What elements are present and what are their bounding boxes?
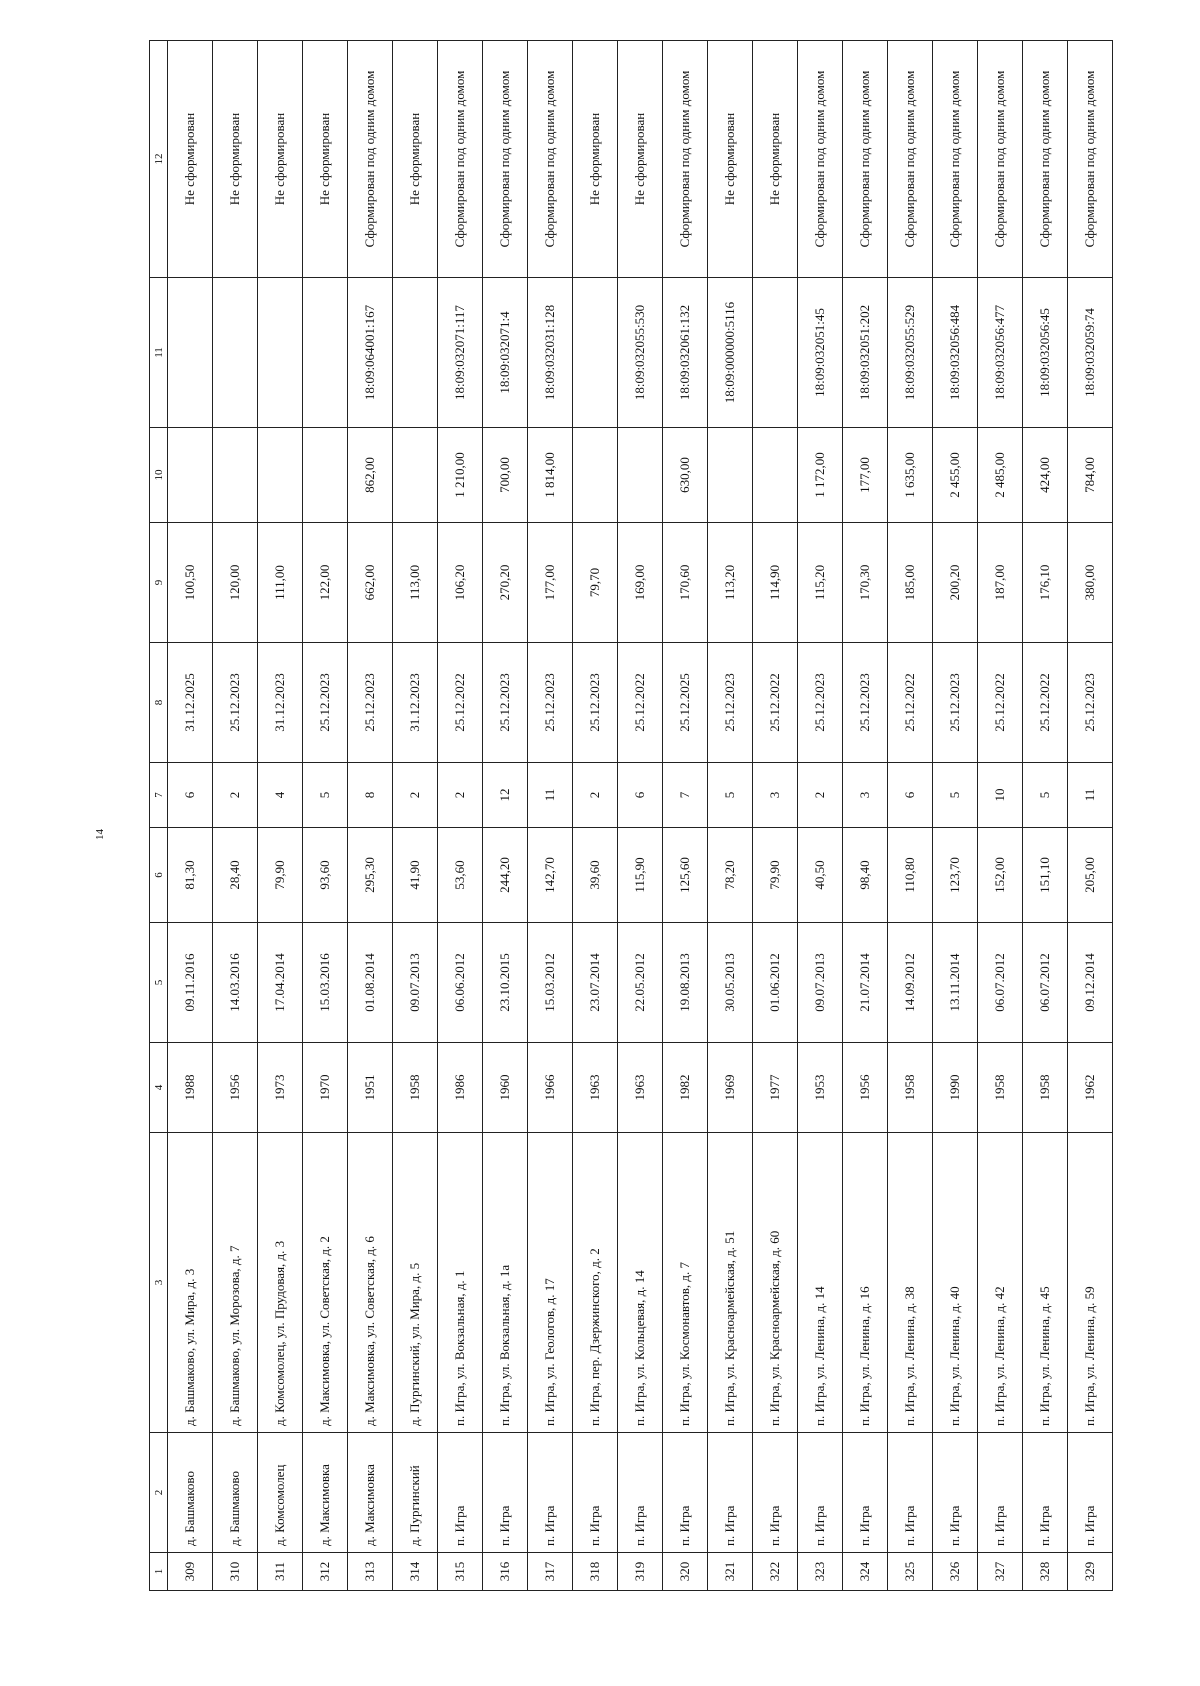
cell-col-7: 5: [303, 763, 348, 828]
cell-col-10: [303, 428, 348, 523]
cell-col-9: 169,00: [618, 523, 663, 643]
cell-col-8: 25.12.2023: [528, 643, 573, 763]
cell-col-9: 170,60: [663, 523, 708, 643]
cell-col-8: 25.12.2023: [213, 643, 258, 763]
cell-col-6: 81,30: [168, 828, 213, 923]
cell-col-4: 1958: [393, 1043, 438, 1133]
cell-col-2: д. Комсомолец: [258, 1433, 303, 1553]
cell-col-5: 01.08.2014: [348, 923, 393, 1043]
cell-col-2: п. Игра: [978, 1433, 1023, 1553]
cell-col-5: 09.12.2014: [1068, 923, 1113, 1043]
cell-col-4: 1969: [708, 1043, 753, 1133]
cell-col-3: д. Максимовка, ул. Советская, д. 2: [303, 1133, 348, 1433]
cell-col-5: 17.04.2014: [258, 923, 303, 1043]
cell-col-4: 1958: [1023, 1043, 1068, 1133]
table-row: [1023, 41, 1068, 1591]
cell-col-12: Сформирован под одним домом: [438, 41, 483, 278]
cell-col-7: 7: [663, 763, 708, 828]
cell-col-6: 152,00: [978, 828, 1023, 923]
table-body: [168, 41, 1113, 1591]
cell-col-4: 1986: [438, 1043, 483, 1133]
cell-col-4: 1962: [1068, 1043, 1113, 1133]
cell-col-10: [573, 428, 618, 523]
cell-col-3: п. Игра, ул. Красноармейская, д. 51: [708, 1133, 753, 1433]
cell-col-8: 25.12.2023: [573, 643, 618, 763]
cell-col-2: п. Игра: [573, 1433, 618, 1553]
cell-col-8: 25.12.2023: [1068, 643, 1113, 763]
cell-col-2: п. Игра: [888, 1433, 933, 1553]
cell-col-9: 114,90: [753, 523, 798, 643]
cell-col-11: 18:09:032055:529: [888, 278, 933, 428]
cell-col-6: 110,80: [888, 828, 933, 923]
cell-col-11: [258, 278, 303, 428]
cell-col-6: 40,50: [798, 828, 843, 923]
housing-register-table: [149, 40, 1113, 1591]
cell-col-3: п. Игра, ул. Космонавтов, д. 7: [663, 1133, 708, 1433]
table-row: [888, 41, 933, 1591]
cell-col-6: 41,90: [393, 828, 438, 923]
cell-col-5: 14.03.2016: [213, 923, 258, 1043]
cell-col-10: 784,00: [1068, 428, 1113, 523]
cell-col-7: 4: [258, 763, 303, 828]
cell-col-3: д. Комсомолец, ул. Прудовая, д. 3: [258, 1133, 303, 1433]
table-row: [213, 41, 258, 1591]
cell-col-5: 23.07.2014: [573, 923, 618, 1043]
cell-col-4: 1963: [573, 1043, 618, 1133]
cell-col-9: 113,20: [708, 523, 753, 643]
cell-col-8: 25.12.2023: [483, 643, 528, 763]
column-header-7: 7: [150, 763, 168, 828]
cell-col-8: 25.12.2022: [438, 643, 483, 763]
cell-col-1: 316: [483, 1553, 528, 1591]
cell-col-11: [303, 278, 348, 428]
cell-col-11: 18:09:032056:45: [1023, 278, 1068, 428]
cell-col-8: 25.12.2022: [1023, 643, 1068, 763]
cell-col-10: 1 210,00: [438, 428, 483, 523]
cell-col-4: 1951: [348, 1043, 393, 1133]
cell-col-12: Сформирован под одним домом: [888, 41, 933, 278]
table-row: [933, 41, 978, 1591]
cell-col-2: д. Максимовка: [303, 1433, 348, 1553]
cell-col-9: 200,20: [933, 523, 978, 643]
cell-col-9: 662,00: [348, 523, 393, 643]
cell-col-10: [393, 428, 438, 523]
cell-col-8: 25.12.2023: [798, 643, 843, 763]
cell-col-6: 125,60: [663, 828, 708, 923]
cell-col-1: 315: [438, 1553, 483, 1591]
cell-col-3: п. Игра, ул. Ленина, д. 42: [978, 1133, 1023, 1433]
cell-col-11: [393, 278, 438, 428]
cell-col-6: 295,30: [348, 828, 393, 923]
cell-col-11: [753, 278, 798, 428]
cell-col-12: Не сформирован: [618, 41, 663, 278]
cell-col-11: 18:09:064001:167: [348, 278, 393, 428]
cell-col-5: 06.06.2012: [438, 923, 483, 1043]
cell-col-3: д. Башмаково, ул. Мира, д. 3: [168, 1133, 213, 1433]
table-row: [573, 41, 618, 1591]
cell-col-5: 13.11.2014: [933, 923, 978, 1043]
cell-col-10: 2 485,00: [978, 428, 1023, 523]
cell-col-6: 244,20: [483, 828, 528, 923]
cell-col-8: 25.12.2022: [978, 643, 1023, 763]
cell-col-1: 326: [933, 1553, 978, 1591]
cell-col-10: 700,00: [483, 428, 528, 523]
cell-col-11: [573, 278, 618, 428]
cell-col-2: п. Игра: [708, 1433, 753, 1553]
cell-col-4: 1990: [933, 1043, 978, 1133]
column-header-4: 4: [150, 1043, 168, 1133]
cell-col-2: п. Игра: [663, 1433, 708, 1553]
cell-col-2: п. Игра: [618, 1433, 663, 1553]
cell-col-8: 31.12.2023: [393, 643, 438, 763]
cell-col-1: 320: [663, 1553, 708, 1591]
cell-col-8: 25.12.2023: [843, 643, 888, 763]
cell-col-8: 25.12.2022: [753, 643, 798, 763]
cell-col-9: 177,00: [528, 523, 573, 643]
cell-col-9: 111,00: [258, 523, 303, 643]
cell-col-11: 18:09:032056:477: [978, 278, 1023, 428]
cell-col-2: д. Пургинский: [393, 1433, 438, 1553]
cell-col-5: 06.07.2012: [978, 923, 1023, 1043]
cell-col-9: 115,20: [798, 523, 843, 643]
cell-col-5: 15.03.2016: [303, 923, 348, 1043]
cell-col-2: д. Башмаково: [168, 1433, 213, 1553]
cell-col-8: 25.12.2023: [303, 643, 348, 763]
cell-col-4: 1970: [303, 1043, 348, 1133]
cell-col-12: Сформирован под одним домом: [1023, 41, 1068, 278]
cell-col-2: п. Игра: [1068, 1433, 1113, 1553]
cell-col-3: п. Игра, пер. Дзержинского, д. 2: [573, 1133, 618, 1433]
cell-col-6: 123,70: [933, 828, 978, 923]
cell-col-3: п. Игра, ул. Ленина, д. 40: [933, 1133, 978, 1433]
cell-col-1: 311: [258, 1553, 303, 1591]
cell-col-3: п. Игра, ул. Ленина, д. 16: [843, 1133, 888, 1433]
cell-col-1: 317: [528, 1553, 573, 1591]
cell-col-6: 205,00: [1068, 828, 1113, 923]
column-header-10: 10: [150, 428, 168, 523]
cell-col-6: 142,70: [528, 828, 573, 923]
cell-col-4: 1953: [798, 1043, 843, 1133]
cell-col-5: 21.07.2014: [843, 923, 888, 1043]
cell-col-9: 176,10: [1023, 523, 1068, 643]
cell-col-7: 5: [933, 763, 978, 828]
cell-col-2: д. Башмаково: [213, 1433, 258, 1553]
table-row: [258, 41, 303, 1591]
table-row: [708, 41, 753, 1591]
cell-col-5: 09.07.2013: [393, 923, 438, 1043]
cell-col-7: 10: [978, 763, 1023, 828]
cell-col-7: 3: [843, 763, 888, 828]
cell-col-3: п. Игра, ул. Вокзальная, д. 1: [438, 1133, 483, 1433]
cell-col-1: 318: [573, 1553, 618, 1591]
cell-col-5: 30.05.2013: [708, 923, 753, 1043]
cell-col-3: п. Игра, ул. Кольцевая, д. 14: [618, 1133, 663, 1433]
cell-col-6: 79,90: [258, 828, 303, 923]
cell-col-4: 1963: [618, 1043, 663, 1133]
cell-col-10: 630,00: [663, 428, 708, 523]
table-row: [618, 41, 663, 1591]
cell-col-12: Не сформирован: [213, 41, 258, 278]
cell-col-4: 1966: [528, 1043, 573, 1133]
cell-col-12: Сформирован под одним домом: [483, 41, 528, 278]
cell-col-6: 53,60: [438, 828, 483, 923]
cell-col-1: 325: [888, 1553, 933, 1591]
cell-col-1: 312: [303, 1553, 348, 1591]
cell-col-3: п. Игра, ул. Ленина, д. 38: [888, 1133, 933, 1433]
cell-col-10: 1 635,00: [888, 428, 933, 523]
cell-col-8: 31.12.2025: [168, 643, 213, 763]
cell-col-1: 319: [618, 1553, 663, 1591]
cell-col-1: 328: [1023, 1553, 1068, 1591]
cell-col-5: 09.11.2016: [168, 923, 213, 1043]
cell-col-2: п. Игра: [933, 1433, 978, 1553]
cell-col-7: 2: [213, 763, 258, 828]
cell-col-9: 79,70: [573, 523, 618, 643]
cell-col-8: 25.12.2022: [888, 643, 933, 763]
cell-col-7: 8: [348, 763, 393, 828]
table-row: [393, 41, 438, 1591]
column-header-3: 3: [150, 1133, 168, 1433]
cell-col-10: [708, 428, 753, 523]
cell-col-5: 22.05.2012: [618, 923, 663, 1043]
cell-col-10: [168, 428, 213, 523]
cell-col-11: [168, 278, 213, 428]
table-row: [663, 41, 708, 1591]
cell-col-5: 01.06.2012: [753, 923, 798, 1043]
cell-col-4: 1977: [753, 1043, 798, 1133]
cell-col-4: 1956: [843, 1043, 888, 1133]
cell-col-4: 1960: [483, 1043, 528, 1133]
table-row: [528, 41, 573, 1591]
cell-col-3: д. Башмаково, ул. Морозова, д. 7: [213, 1133, 258, 1433]
cell-col-2: п. Игра: [753, 1433, 798, 1553]
cell-col-11: 18:09:032059:74: [1068, 278, 1113, 428]
cell-col-7: 11: [528, 763, 573, 828]
table-row: [798, 41, 843, 1591]
cell-col-11: 18:09:032061:132: [663, 278, 708, 428]
cell-col-1: 321: [708, 1553, 753, 1591]
cell-col-6: 93,60: [303, 828, 348, 923]
cell-col-2: п. Игра: [483, 1433, 528, 1553]
cell-col-5: 19.08.2013: [663, 923, 708, 1043]
cell-col-12: Сформирован под одним домом: [528, 41, 573, 278]
cell-col-3: п. Игра, ул. Ленина, д. 45: [1023, 1133, 1068, 1433]
cell-col-9: 185,00: [888, 523, 933, 643]
cell-col-12: Сформирован под одним домом: [1068, 41, 1113, 278]
cell-col-5: 06.07.2012: [1023, 923, 1068, 1043]
cell-col-7: 11: [1068, 763, 1113, 828]
cell-col-7: 5: [1023, 763, 1068, 828]
cell-col-11: 18:09:032031:128: [528, 278, 573, 428]
cell-col-6: 39,60: [573, 828, 618, 923]
cell-col-9: 100,50: [168, 523, 213, 643]
cell-col-5: 15.03.2012: [528, 923, 573, 1043]
cell-col-6: 28,40: [213, 828, 258, 923]
cell-col-2: п. Игра: [843, 1433, 888, 1553]
cell-col-6: 151,10: [1023, 828, 1068, 923]
cell-col-7: 6: [168, 763, 213, 828]
cell-col-6: 78,20: [708, 828, 753, 923]
cell-col-12: Не сформирован: [168, 41, 213, 278]
cell-col-9: 122,00: [303, 523, 348, 643]
cell-col-11: [213, 278, 258, 428]
cell-col-12: Не сформирован: [753, 41, 798, 278]
cell-col-4: 1973: [258, 1043, 303, 1133]
cell-col-10: [753, 428, 798, 523]
cell-col-6: 98,40: [843, 828, 888, 923]
cell-col-7: 12: [483, 763, 528, 828]
table-row: [843, 41, 888, 1591]
cell-col-9: 170,30: [843, 523, 888, 643]
cell-col-1: 313: [348, 1553, 393, 1591]
cell-col-9: 113,00: [393, 523, 438, 643]
cell-col-4: 1958: [978, 1043, 1023, 1133]
cell-col-9: 106,20: [438, 523, 483, 643]
cell-col-11: 18:09:032051:202: [843, 278, 888, 428]
cell-col-6: 115,90: [618, 828, 663, 923]
column-header-6: 6: [150, 828, 168, 923]
cell-col-2: п. Игра: [798, 1433, 843, 1553]
cell-col-10: 424,00: [1023, 428, 1068, 523]
cell-col-8: 25.12.2022: [618, 643, 663, 763]
cell-col-10: 2 455,00: [933, 428, 978, 523]
cell-col-7: 2: [438, 763, 483, 828]
cell-col-11: 18:09:000000:5116: [708, 278, 753, 428]
cell-col-3: д. Пургинский, ул. Мира, д. 5: [393, 1133, 438, 1433]
column-header-5: 5: [150, 923, 168, 1043]
cell-col-3: п. Игра, ул. Ленина, д. 59: [1068, 1133, 1113, 1433]
column-header-9: 9: [150, 523, 168, 643]
cell-col-3: п. Игра, ул. Вокзальная, д. 1а: [483, 1133, 528, 1433]
column-header-2: 2: [150, 1433, 168, 1553]
cell-col-10: [618, 428, 663, 523]
cell-col-10: 1 172,00: [798, 428, 843, 523]
table-row: [483, 41, 528, 1591]
cell-col-1: 329: [1068, 1553, 1113, 1591]
cell-col-8: 25.12.2025: [663, 643, 708, 763]
cell-col-8: 31.12.2023: [258, 643, 303, 763]
cell-col-12: Сформирован под одним домом: [348, 41, 393, 278]
cell-col-7: 6: [888, 763, 933, 828]
column-number-row: [150, 41, 168, 1591]
cell-col-2: п. Игра: [1023, 1433, 1068, 1553]
cell-col-11: 18:09:032071:117: [438, 278, 483, 428]
cell-col-9: 187,00: [978, 523, 1023, 643]
cell-col-7: 3: [753, 763, 798, 828]
cell-col-12: Сформирован под одним домом: [843, 41, 888, 278]
cell-col-1: 310: [213, 1553, 258, 1591]
cell-col-12: Не сформирован: [303, 41, 348, 278]
cell-col-5: 23.10.2015: [483, 923, 528, 1043]
cell-col-7: 2: [573, 763, 618, 828]
cell-col-3: п. Игра, ул. Ленина, д. 14: [798, 1133, 843, 1433]
cell-col-4: 1956: [213, 1043, 258, 1133]
cell-col-6: 79,90: [753, 828, 798, 923]
cell-col-10: 1 814,00: [528, 428, 573, 523]
cell-col-1: 309: [168, 1553, 213, 1591]
page-number: 14: [94, 829, 106, 840]
cell-col-7: 6: [618, 763, 663, 828]
cell-col-12: Не сформирован: [393, 41, 438, 278]
cell-col-7: 2: [393, 763, 438, 828]
cell-col-1: 314: [393, 1553, 438, 1591]
table-row: [438, 41, 483, 1591]
table-row: [1068, 41, 1113, 1591]
column-header-1: 1: [150, 1553, 168, 1591]
cell-col-5: 14.09.2012: [888, 923, 933, 1043]
cell-col-12: Не сформирован: [258, 41, 303, 278]
cell-col-11: 18:09:032071:4: [483, 278, 528, 428]
cell-col-12: Не сформирован: [708, 41, 753, 278]
column-header-8: 8: [150, 643, 168, 763]
table-row: [303, 41, 348, 1591]
cell-col-12: Не сформирован: [573, 41, 618, 278]
cell-col-11: 18:09:032056:484: [933, 278, 978, 428]
cell-col-9: 120,00: [213, 523, 258, 643]
column-header-11: 11: [150, 278, 168, 428]
cell-col-2: д. Максимовка: [348, 1433, 393, 1553]
cell-col-11: 18:09:032055:530: [618, 278, 663, 428]
cell-col-4: 1988: [168, 1043, 213, 1133]
cell-col-9: 380,00: [1068, 523, 1113, 643]
cell-col-1: 324: [843, 1553, 888, 1591]
cell-col-1: 327: [978, 1553, 1023, 1591]
cell-col-10: [258, 428, 303, 523]
column-header-12: 12: [150, 41, 168, 278]
cell-col-9: 270,20: [483, 523, 528, 643]
table-row: [978, 41, 1023, 1591]
cell-col-7: 5: [708, 763, 753, 828]
cell-col-1: 322: [753, 1553, 798, 1591]
cell-col-3: п. Игра, ул. Геологов, д. 17: [528, 1133, 573, 1433]
cell-col-1: 323: [798, 1553, 843, 1591]
cell-col-10: [213, 428, 258, 523]
cell-col-5: 09.07.2013: [798, 923, 843, 1043]
cell-col-4: 1982: [663, 1043, 708, 1133]
cell-col-2: п. Игра: [528, 1433, 573, 1553]
cell-col-8: 25.12.2023: [933, 643, 978, 763]
cell-col-3: п. Игра, ул. Красноармейская, д. 60: [753, 1133, 798, 1433]
table-row: [753, 41, 798, 1591]
cell-col-3: д. Максимовка, ул. Советская, д. 6: [348, 1133, 393, 1433]
cell-col-12: Сформирован под одним домом: [663, 41, 708, 278]
cell-col-12: Сформирован под одним домом: [933, 41, 978, 278]
cell-col-12: Сформирован под одним домом: [798, 41, 843, 278]
cell-col-12: Сформирован под одним домом: [978, 41, 1023, 278]
cell-col-4: 1958: [888, 1043, 933, 1133]
cell-col-7: 2: [798, 763, 843, 828]
cell-col-8: 25.12.2023: [348, 643, 393, 763]
cell-col-2: п. Игра: [438, 1433, 483, 1553]
cell-col-10: 862,00: [348, 428, 393, 523]
cell-col-8: 25.12.2023: [708, 643, 753, 763]
table-row: [168, 41, 213, 1591]
table-row: [348, 41, 393, 1591]
cell-col-10: 177,00: [843, 428, 888, 523]
cell-col-11: 18:09:032051:45: [798, 278, 843, 428]
